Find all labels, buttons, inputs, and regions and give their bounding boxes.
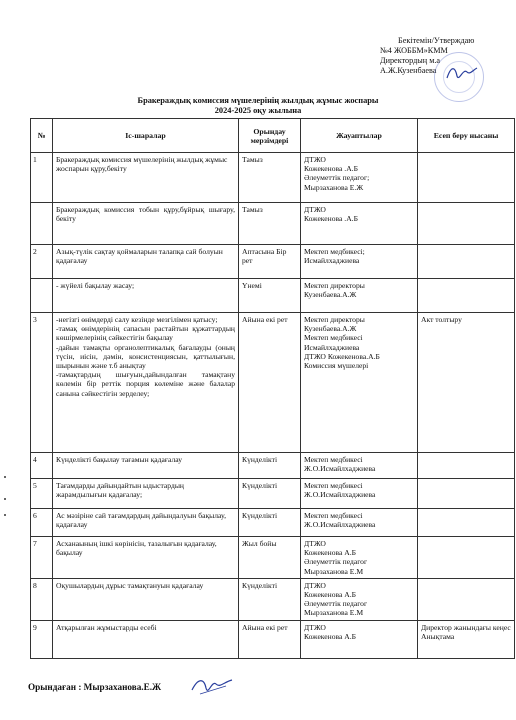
activity-line: -негізгі өнімдерді салу кезінде мезгілімен қатысу; (56, 315, 218, 324)
row-activity: Ас мәзіріне сай тағамдардың дайындалуын бақылау, қадағалау (53, 509, 239, 537)
header-activity: Іс-шаралар (53, 119, 239, 153)
document-title (0, 96, 516, 116)
row-responsible (301, 453, 418, 479)
row-term: Күнделікті (239, 509, 301, 537)
activity-line: -тамақтардың шығуын,дайындалған тамақтану көлемін бір реттік порция көлеміне және балалар санына сәйкестігін зерделеу; (56, 370, 235, 398)
row-responsible (301, 620, 418, 658)
row-term: Тамыз (239, 203, 301, 245)
row-term: Айына екі рет (239, 620, 301, 658)
responsible-line: Кожекенова .А.Б (304, 164, 358, 174)
approval-line: №4 ЖОББМ»КММ (380, 46, 448, 55)
row-number: 3 (31, 313, 53, 453)
header-number: № (31, 119, 53, 153)
responsible-line: Мектеп медбикесі (304, 511, 363, 520)
plan-table (30, 118, 515, 659)
scan-mark (4, 476, 6, 478)
row-activity: Тағамдарды дайындайтын ыдыстардың жарамдылығын қадағалау; (53, 479, 239, 509)
responsible-line: Ж.О.Исмайлхаджиева (304, 490, 376, 500)
row-report: Акт толтыру (418, 313, 515, 453)
responsible-line: Мектеп медбикесі; (304, 247, 365, 256)
table-row (31, 153, 515, 203)
row-number: 9 (31, 620, 53, 658)
row-number: 7 (31, 537, 53, 579)
responsible-line: Мектеп медбикесі (304, 455, 363, 464)
activity-line: -тамақ өнімдерінің сапасын растайтын құжаттардың көшірмелерінің сәйкестігін бақылау (56, 324, 235, 343)
row-report (418, 245, 515, 279)
activity-line: -дайын тамақты органолептикалық бағалауды (оның түсін, иісін, дәмін, консистенциясын, қаттылығын, шырынын және т.б анықтау (56, 342, 235, 371)
row-responsible (301, 279, 418, 313)
table-row (31, 537, 515, 579)
report-line: Анықтама (421, 631, 455, 641)
row-number: 5 (31, 479, 53, 509)
table-row (31, 313, 515, 453)
row-number: 6 (31, 509, 53, 537)
responsible-line: Кузенбаева.А.Ж (304, 290, 357, 300)
responsible-line: ДТЖО (304, 205, 326, 214)
row-responsible (301, 537, 418, 579)
row-report (418, 479, 515, 509)
title-line-1: Бракераждық комиссия мүшелерінің жылдық жұмыс жоспары (137, 96, 379, 105)
responsible-line: ДТЖО (304, 539, 326, 548)
responsible-line: Әлеуметтік педагог (304, 599, 368, 609)
responsible-line: ДТЖО (304, 580, 326, 590)
row-number: 1 (31, 153, 53, 203)
row-responsible (301, 578, 418, 620)
executor-signature (190, 676, 234, 698)
row-activity: Бракераждық комиссия мүшелерінің жылдық жұмыс жоспарын құру,бекіту (53, 153, 239, 203)
responsible-line: Мектеп медбикесі (304, 481, 363, 490)
row-activity: Бракераждық комиссия тобын құру,бұйрық шығару, бекіту (53, 203, 239, 245)
responsible-line: Кузенбаева.А.Ж (304, 324, 357, 334)
scan-mark (4, 514, 6, 516)
table-row (31, 245, 515, 279)
row-term: Үнемі (239, 279, 301, 313)
row-term: Аптасына Бір рет (239, 245, 301, 279)
table-row (31, 453, 515, 479)
row-responsible (301, 203, 418, 245)
row-term: Жыл бойы (239, 537, 301, 579)
row-responsible (301, 479, 418, 509)
responsible-line: Мектеп директоры (304, 281, 365, 290)
responsible-line: Ж.О.Исмайлхаджиева (304, 464, 376, 474)
row-activity (53, 313, 239, 453)
header-term: Орындау мерзімдері (239, 119, 301, 153)
row-term: Күнделікті (239, 479, 301, 509)
responsible-line: Мектеп директоры (304, 315, 365, 324)
row-responsible (301, 509, 418, 537)
row-activity: Азық-түлік сақтау қоймаларын талапқа сай болуын қадағалау (53, 245, 239, 279)
row-number (31, 203, 53, 245)
row-responsible (301, 153, 418, 203)
row-activity: Асханаының ішкі көрінісін, тазалығын қадағалау, бақылау (53, 537, 239, 579)
approval-line: Бекітемін/Утверждаю (398, 36, 475, 45)
responsible-line: Исмайлхаджиева (304, 256, 360, 266)
row-report (418, 537, 515, 579)
row-report (418, 620, 515, 658)
row-activity: Атқарылған жұмыстарды есебі (53, 620, 239, 658)
row-report (418, 279, 515, 313)
responsible-line: ДТЖО Кожекенова.А.Б (304, 351, 380, 361)
row-responsible (301, 245, 418, 279)
row-activity: Күнделікті бақылау тағамын қадағалау (53, 453, 239, 479)
row-report (418, 153, 515, 203)
report-line: Директор жанындағы кеңес (421, 622, 511, 632)
row-report (418, 453, 515, 479)
row-number (31, 279, 53, 313)
responsible-line: Кожекенова А.Б (304, 631, 357, 641)
table-header-row (31, 119, 515, 153)
table-row (31, 279, 515, 313)
row-activity: Оқушылардың дұрыс тамақтануын қадағалау (53, 578, 239, 620)
responsible-line: Кожекенова А.Б (304, 590, 357, 600)
responsible-line: Әлеуметтік педагог (304, 557, 368, 567)
title-line-2: 2024-2025 оқу жылына (214, 106, 302, 115)
responsible-line: Мырзаханова Е.М (304, 608, 364, 618)
responsible-line: Исмайлхаджиева (304, 342, 360, 352)
approval-line: А.Ж.Кузенбаева (380, 66, 437, 75)
row-report (418, 578, 515, 620)
table-row (31, 479, 515, 509)
responsible-line: ДТЖО (304, 155, 326, 164)
responsible-line: Кожекенова .А.Б (304, 214, 358, 224)
responsible-line: Комиссия мүшелері (304, 361, 369, 371)
table-row (31, 578, 515, 620)
table-row (31, 509, 515, 537)
row-term: Айына екі рет (239, 313, 301, 453)
responsible-line: ДТЖО (304, 622, 326, 632)
row-term: Тамыз (239, 153, 301, 203)
responsible-line: Мырзаханова Е.Ж (304, 182, 364, 192)
responsible-line: Мектеп медбикесі (304, 333, 363, 343)
table-row (31, 620, 515, 658)
responsible-line: Әлеуметтік педагог; (304, 173, 370, 183)
row-number: 8 (31, 578, 53, 620)
director-signature (445, 62, 479, 84)
header-report: Есеп беру нысаны (418, 119, 515, 153)
responsible-line: Ж.О.Исмайлхаджиева (304, 520, 376, 530)
row-report (418, 203, 515, 245)
header-responsible: Жауаптылар (301, 119, 418, 153)
executor-line: Орындаған : Мырзаханова.Е.Ж (28, 682, 162, 692)
responsible-line: Мырзаханова Е.М (304, 566, 364, 576)
row-term: Күнделікті (239, 453, 301, 479)
scan-mark (4, 498, 6, 500)
row-responsible (301, 313, 418, 453)
row-report (418, 509, 515, 537)
row-number: 2 (31, 245, 53, 279)
table-row (31, 203, 515, 245)
row-term: Күнделікті (239, 578, 301, 620)
approval-line: Директордың м.а (380, 56, 441, 65)
responsible-line: Кожекенова А.Б (304, 548, 357, 558)
row-activity: - жүйелі бақылау жасау; (53, 279, 239, 313)
row-number: 4 (31, 453, 53, 479)
